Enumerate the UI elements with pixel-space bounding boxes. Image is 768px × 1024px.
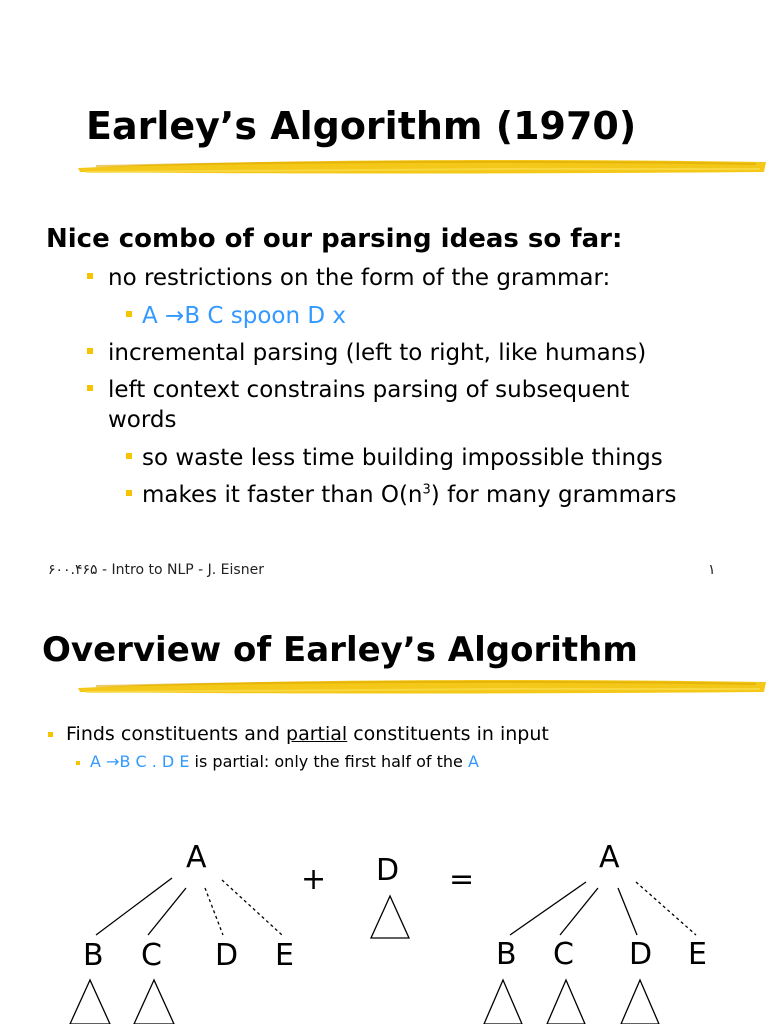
grammar-rule-example: A →B C spoon D x — [142, 303, 347, 329]
sub-bullet-waste-less-time: so waste less time building impossible things — [142, 445, 663, 471]
sub-bullet-icon — [126, 490, 132, 496]
partial-end-symbol: A — [467, 752, 479, 771]
sub-bullet-icon — [126, 453, 132, 459]
sub-bullet-faster — [142, 482, 677, 508]
equals-sign: = — [449, 862, 475, 897]
slide-1-heading: Nice combo of our parsing ideas so far: — [46, 224, 623, 254]
edge-a-e-right — [636, 882, 696, 935]
edge-a-c-right — [560, 888, 598, 935]
edge-a-b — [96, 878, 172, 935]
edge-a-d-right — [618, 888, 637, 935]
partial-rule: A →B C . D E — [90, 752, 190, 771]
exponent: 3 — [422, 482, 431, 498]
right-root-label: A — [599, 840, 620, 875]
right-child-b: B — [496, 937, 517, 972]
tree-diagram — [0, 590, 768, 1024]
finds-text-post: constituents in input — [347, 723, 549, 745]
middle-d-label: D — [376, 853, 400, 888]
bullet-icon — [87, 385, 93, 391]
edge-a-c — [148, 888, 186, 935]
subtree-triangle-d-right — [621, 980, 659, 1024]
right-child-c: C — [553, 937, 574, 972]
right-child-e: E — [688, 937, 707, 972]
subtree-triangle-c-right — [547, 980, 585, 1024]
footer-page-number: ۱ — [708, 562, 716, 578]
partial-underlined: partial — [286, 723, 348, 745]
left-child-c: C — [141, 938, 162, 973]
edge-a-b-right — [510, 882, 586, 935]
left-child-d: D — [215, 938, 239, 973]
plus-sign: + — [301, 862, 327, 897]
subtree-triangle-middle-d — [371, 896, 409, 938]
bullet-icon — [87, 273, 93, 279]
left-root-label: A — [186, 840, 207, 875]
partial-explanation: is partial: only the first half of the — [189, 752, 468, 771]
slide-2-title: Overview of Earley’s Algorithm — [42, 630, 638, 670]
edge-a-d — [205, 888, 223, 935]
edge-a-e — [222, 880, 282, 935]
slide-2 — [0, 590, 768, 1024]
slide-1-title: Earley’s Algorithm (1970) — [86, 104, 637, 148]
subtree-triangle-c — [134, 980, 174, 1024]
bullet-no-restrictions: no restrictions on the form of the grammar: — [108, 265, 611, 291]
faster-text-post: ) for many grammars — [430, 482, 677, 508]
bullet-incremental-parsing: incremental parsing (left to right, like humans) — [108, 340, 647, 366]
footer-course: ۶۰۰.۴۶۵ - Intro to NLP - J. Eisner — [48, 562, 264, 578]
subtree-triangle-b-right — [484, 980, 522, 1024]
sub-bullet-icon — [126, 311, 132, 317]
left-child-b: B — [83, 938, 104, 973]
bullet-icon — [87, 348, 93, 354]
right-child-d: D — [629, 937, 653, 972]
bullet-left-context-cont: words — [108, 407, 177, 433]
title-underline-swoosh — [76, 154, 768, 180]
finds-text-pre: Finds constituents and — [66, 723, 287, 745]
faster-text-pre: makes it faster than O(n — [142, 482, 423, 508]
bullet-left-context: left context constrains parsing of subsequent — [108, 377, 630, 403]
subtree-triangle-b — [70, 980, 110, 1024]
left-child-e: E — [275, 938, 294, 973]
